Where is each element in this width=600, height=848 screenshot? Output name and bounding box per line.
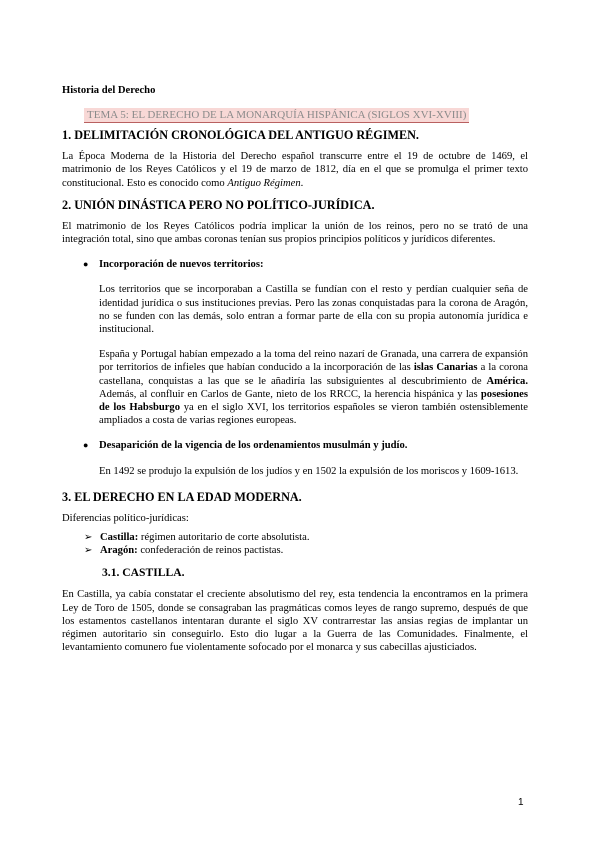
item-label: Castilla: [100, 532, 139, 544]
page-content [62, 84, 528, 654]
bullet-icon: ● [83, 440, 89, 451]
canarias-term: islas Canarias [413, 362, 478, 374]
bullet-item [83, 439, 528, 452]
antiguo-regimen-term: Antiguo Régimen [227, 177, 301, 189]
america-term: América. [486, 375, 528, 387]
text-run: ya en el siglo XVI, los territorios españoles se vieron también ostensiblemente ampliados a costa de varias regiones europeas. [99, 402, 528, 427]
section-2-paragraph: El matrimonio de los Reyes Católicos podría implicar la unión de los reinos, pero no se trató de una integración total, sino que ambas coronas tenían sus propios principios políticos y jurídicos diferentes. [62, 220, 528, 246]
document-title: Historia del Derecho [62, 85, 156, 96]
section-1-end: . [300, 177, 304, 189]
section-1-heading: 1. DELIMITACIÓN CRONOLÓGICA DEL ANTIGUO RÉGIMEN. [62, 128, 419, 143]
section-1-paragraph [62, 150, 528, 190]
bullet-1-paragraph-2 [99, 348, 528, 427]
arrow-bullet-icon: ➢ [84, 545, 93, 557]
section-1-text: La Época Moderna de la Historia del Derecho español transcurre entre el 19 de octubre de 1469, el matrimonio de los Reyes Católicos y el 19 de marzo de 1812, día en el que se promulga el primer texto constitucional. Esto es conocido como [62, 151, 528, 189]
subsection-3-1-heading: 3.1. CASTILLA. [102, 566, 185, 580]
bullet-2-title: Desaparición de la vigencia de los ordenamientos musulmán y judío. [99, 440, 408, 452]
arrow-list-item [84, 544, 528, 557]
section-3-heading: 3. EL DERECHO EN LA EDAD MODERNA. [62, 489, 302, 504]
section-2-heading: 2. UNIÓN DINÁSTICA PERO NO POLÍTICO-JURÍDICA. [62, 197, 375, 212]
bullet-2-paragraph: En 1492 se produjo la expulsión de los judíos y en 1502 la expulsión de los moriscos y 1609-1613. [99, 465, 519, 477]
text-run: España y Portugal habían empezado a la toma del reino nazarí de Granada, una carrera de expansión por territorios de infieles que habían conducido a la incorporación de las [99, 349, 528, 374]
section-3-intro: Diferencias político-jurídicas: [62, 512, 189, 524]
bullet-item [83, 258, 528, 271]
item-label: Aragón: [100, 545, 138, 557]
topic-banner: TEMA 5: EL DERECHO DE LA MONARQUÍA HISPÁNICA (SIGLOS XVI-XVIII) [84, 108, 469, 123]
bullet-icon: ● [83, 259, 89, 270]
item-text: régimen autoritario de corte absolutista. [138, 532, 310, 544]
habsburgo-term: posesiones de los Habsburgo [99, 388, 528, 414]
text-run: a la corona castellana, conquistas a las que se le añadiría las subsiguientes al descubrimiento de [99, 362, 528, 387]
arrow-bullet-icon: ➢ [84, 532, 93, 544]
subsection-3-1-paragraph: En Castilla, ya cabía constatar el creciente absolutismo del rey, esta tendencia la encontramos en la primera Ley de Toro de 1505, donde se consagraban las pragmáticas comos leyes de rango supremo, después de que los estamentos castellanos intentaran durante el siglo XV contrarrestar las ansias regias de implantar un régimen autoritario sin conseguirlo. Esto dio lugar a la Guerra de las Comunidades. Finalmente, el levantamiento comunero fue violentamente sofocado por el monarca y sus cabecillas ajusticiados. [62, 589, 528, 654]
text-run: Además, al confluir en Carlos de Gante, nieto de los RRCC, la herencia hispánica y las [99, 388, 481, 400]
bullet-1-paragraph-1: Los territorios que se incorporaban a Castilla se fundían con el resto y perdían cualquier seña de identidad jurídica o sus instituciones previas. Pero las zonas conquistadas para la corona de Aragón, no se funden con las demás, solo entran a formar parte de ella con su propia autonomía jurídica e institucional. [99, 284, 528, 336]
page-number: 1 [518, 797, 524, 808]
item-text: confederación de reinos pactistas. [137, 545, 284, 557]
arrow-list-item [84, 531, 528, 544]
bullet-1-title: Incorporación de nuevos territorios: [99, 259, 264, 271]
